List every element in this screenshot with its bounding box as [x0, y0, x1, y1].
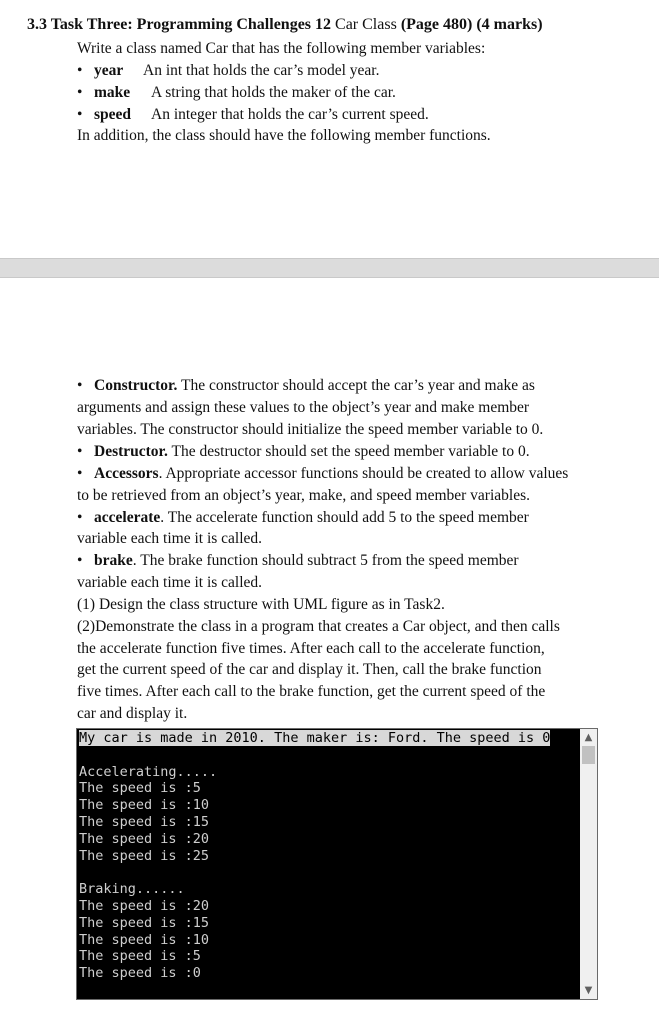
console-output-window	[76, 728, 598, 1000]
title-number: 3.3 Task Three: Programming Challenges 12	[27, 16, 332, 33]
console-text	[79, 730, 573, 982]
console-scrollbar[interactable]	[580, 729, 597, 999]
function-item-accelerate: • accelerate. The accelerate function should add 5 to the speed member	[77, 509, 529, 526]
function-item-brake: • brake. The brake function should subtract 5 from the speed member	[77, 552, 519, 569]
bullet-icon: •	[77, 62, 83, 79]
member-item-speed: • speed An integer that holds the car’s current speed.	[77, 106, 429, 123]
console-line: Accelerating.....	[79, 763, 218, 780]
member-item-make: • make A string that holds the maker of the car.	[77, 84, 396, 101]
function-item-destructor: • Destructor. The destructor should set the speed member variable to 0.	[77, 443, 530, 460]
chevron-up-icon[interactable]: ▲	[584, 732, 593, 743]
accessors-text: to be retrieved from an object’s year, make, and speed member variables.	[77, 487, 530, 504]
scrollbar-thumb[interactable]	[582, 746, 595, 764]
function-item-constructor: • Constructor. The constructor should accept the car’s year and make as	[77, 377, 535, 394]
console-first-line: My car is made in 2010. The maker is: Ford. The speed is 0	[79, 730, 551, 746]
console-line: The speed is :0	[79, 965, 201, 982]
console-line: The speed is :20	[79, 897, 210, 914]
task-line: get the current speed of the car and display it. Then, call the brake function	[77, 661, 542, 678]
title-name: Car Class	[335, 16, 397, 33]
console-line: The speed is :10	[79, 931, 210, 948]
constructor-text: variables. The constructor should initialize the speed member variable to 0.	[77, 421, 544, 438]
task-line: five times. After each call to the brake function, get the current speed of the	[77, 683, 546, 700]
task-line: car and display it.	[77, 705, 188, 722]
bullet-icon: •	[77, 377, 83, 394]
member-item-year: • year An int that holds the car’s model year.	[77, 62, 380, 79]
bullet-icon: •	[77, 443, 83, 460]
function-item-accessors: • Accessors. Appropriate accessor functions should be created to allow values	[77, 465, 569, 482]
page-divider	[0, 258, 659, 278]
console-line: Braking......	[79, 881, 185, 898]
bullet-icon: •	[77, 552, 83, 569]
chevron-down-icon[interactable]: ▼	[584, 985, 593, 996]
console-line: The speed is :5	[79, 948, 201, 965]
intro-text: Write a class named Car that has the following member variables:	[77, 40, 486, 57]
console-line: The speed is :25	[79, 847, 210, 864]
constructor-text: arguments and assign these values to the object’s year and make member	[77, 399, 530, 416]
brake-text: variable each time it is called.	[77, 574, 263, 591]
bullet-icon: •	[77, 106, 83, 123]
bullet-icon: •	[77, 84, 83, 101]
task-line: the accelerate function five times. After each call to the accelerate function,	[77, 640, 545, 657]
console-line: The speed is :15	[79, 813, 210, 830]
bullet-icon: •	[77, 465, 83, 482]
console-line: The speed is :20	[79, 830, 210, 847]
bullet-icon: •	[77, 509, 83, 526]
task-line: (1) Design the class structure with UML figure as in Task2.	[77, 596, 445, 613]
accelerate-text: variable each time it is called.	[77, 530, 263, 547]
console-line: The speed is :5	[79, 780, 201, 797]
functions-intro: In addition, the class should have the following member functions.	[77, 127, 491, 144]
page-title	[27, 16, 543, 34]
console-line: The speed is :15	[79, 914, 210, 931]
title-meta: (Page 480) (4 marks)	[400, 16, 543, 33]
console-line: The speed is :10	[79, 797, 210, 814]
task-line: (2)Demonstrate the class in a program that creates a Car object, and then calls	[77, 618, 560, 635]
